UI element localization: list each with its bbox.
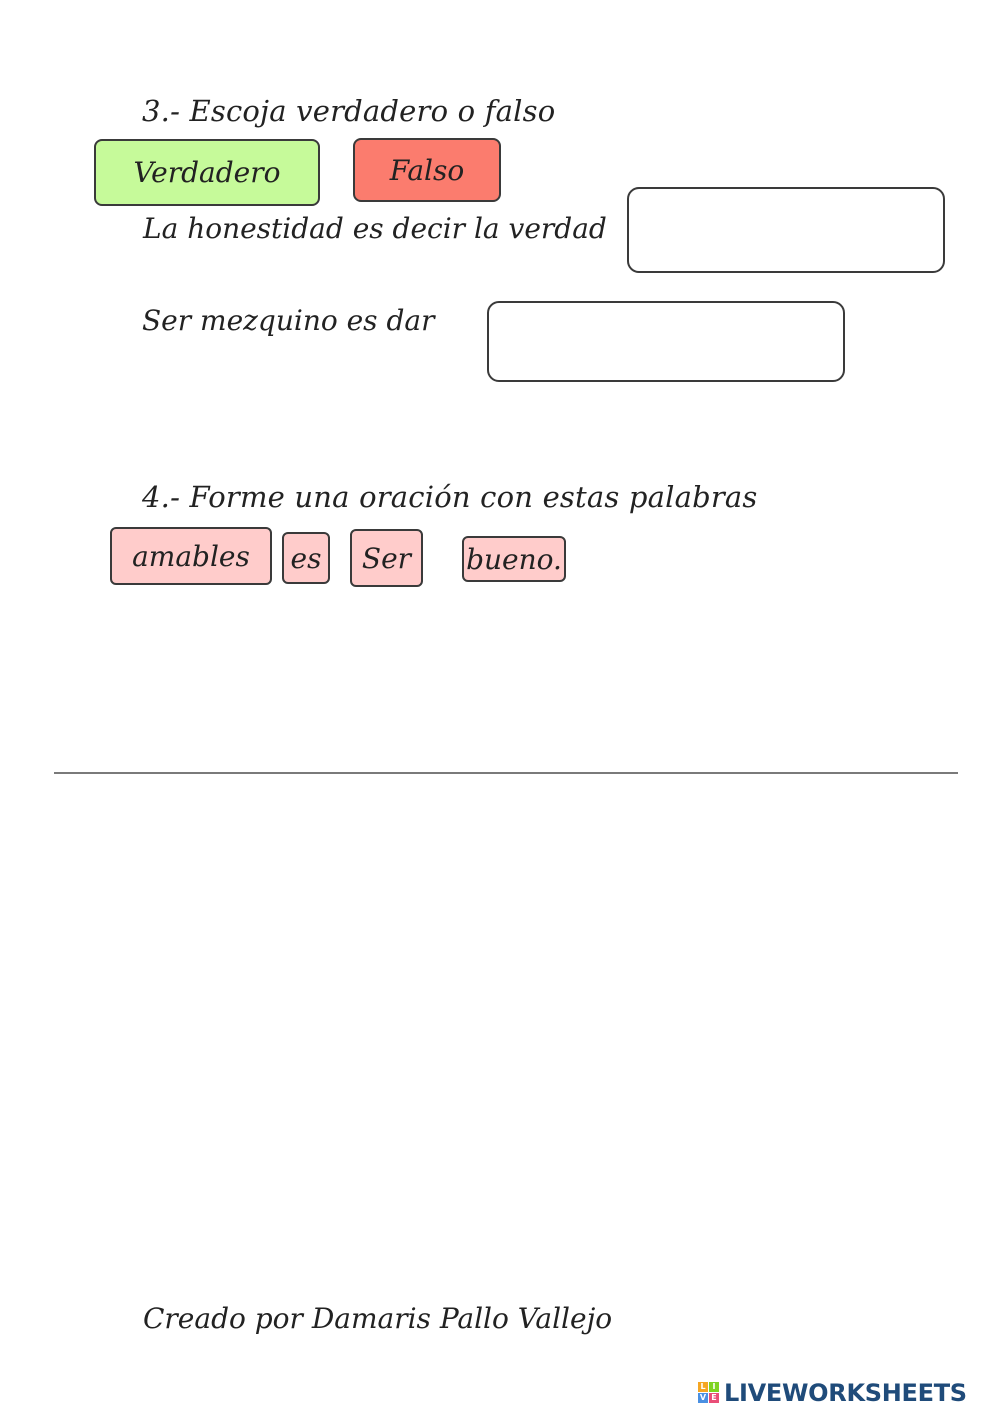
word-label: Ser: [361, 541, 412, 575]
liveworksheets-logo-icon: [698, 1382, 720, 1404]
true-option-chip[interactable]: [94, 139, 320, 206]
question-3-heading: 3.- Escoja verdadero o falso: [142, 94, 556, 128]
word-label: amables: [132, 539, 250, 573]
word-chip-ser[interactable]: [350, 529, 423, 587]
logo-mark-letter: V: [699, 1393, 707, 1402]
false-option-chip[interactable]: [353, 138, 501, 202]
logo-mark-letter: I: [709, 1382, 719, 1392]
liveworksheets-logo[interactable]: [698, 1378, 967, 1408]
logo-mark-letter: L: [698, 1382, 708, 1392]
false-option-label: Falso: [389, 153, 465, 187]
statement-1-text: La honestidad es decir la verdad: [143, 212, 607, 245]
section-divider: [54, 772, 958, 774]
statement-2-text: Ser mezquino es dar: [142, 304, 435, 337]
liveworksheets-logo-text: LIVEWORKSHEETS: [724, 1379, 967, 1407]
word-label: es: [290, 541, 322, 575]
word-chip-es[interactable]: [282, 532, 330, 584]
statement-1-answer-box[interactable]: [627, 187, 945, 273]
true-option-label: Verdadero: [133, 156, 281, 189]
word-chip-bueno[interactable]: [462, 536, 566, 582]
question-4-heading: 4.- Forme una oración con estas palabras: [142, 480, 758, 514]
author-credit: Creado por Damaris Pallo Vallejo: [143, 1302, 613, 1335]
word-label: bueno.: [466, 542, 562, 576]
statement-2-answer-box[interactable]: [487, 301, 845, 382]
word-chip-amables[interactable]: [110, 527, 272, 585]
logo-mark-letter: E: [709, 1393, 719, 1403]
